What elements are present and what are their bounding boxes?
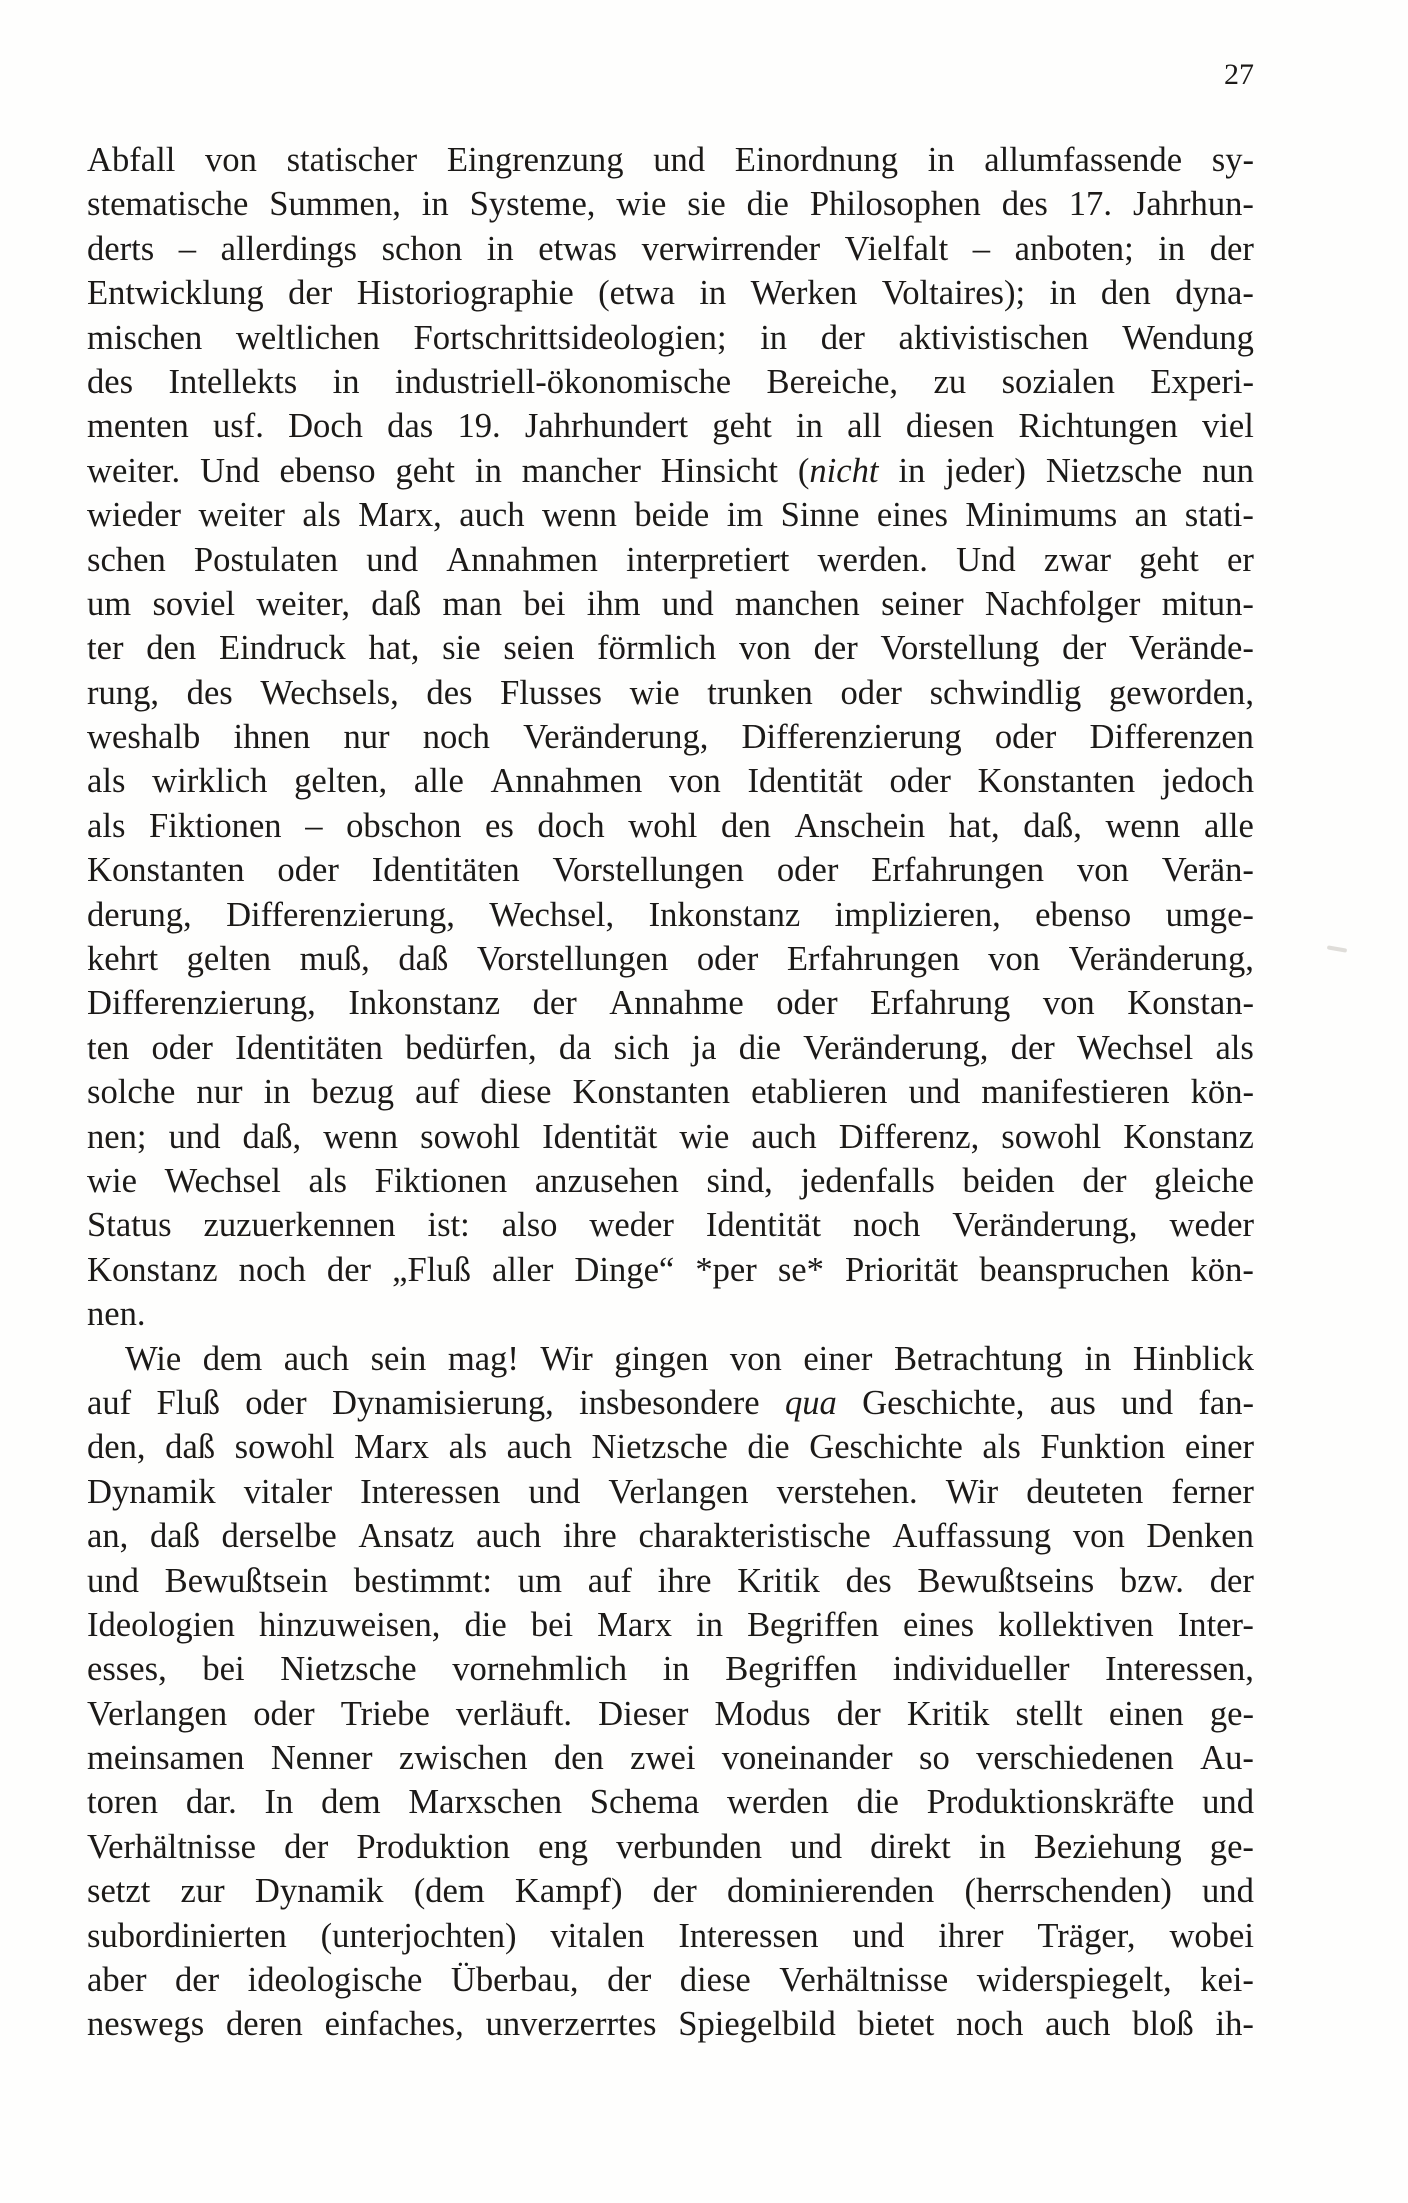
text-line: und Bewußtsein bestimmt: um auf ihre Kritik des Bewußtseins bzw. der: [87, 1561, 1254, 1600]
text-line: als wirklich gelten, alle Annahmen von Identität oder Konstanten jedoch: [87, 762, 1254, 801]
text-line: derts – allerdings schon in etwas verwirrender Vielfalt – anboten; in der: [87, 229, 1254, 268]
text-line: Konstanz noch der „Fluß aller Dinge“ *per se* Priorität beanspruchen kön-: [87, 1250, 1254, 1289]
text-line: solche nur in bezug auf diese Konstanten etablieren und manifestieren kön-: [87, 1073, 1254, 1112]
text-line: auf Fluß oder Dynamisierung, insbesondere qua Geschichte, aus und fan-: [87, 1383, 1254, 1422]
text-line: derung, Differenzierung, Wechsel, Inkonstanz implizieren, ebenso umge-: [87, 895, 1254, 934]
text-line: Verhältnisse der Produktion eng verbunden und direkt in Beziehung ge-: [87, 1827, 1254, 1866]
text-line: Differenzierung, Inkonstanz der Annahme oder Erfahrung von Konstan-: [87, 984, 1254, 1023]
text-line: setzt zur Dynamik (dem Kampf) der dominierenden (herrschenden) und: [87, 1872, 1254, 1911]
text-line: Abfall von statischer Eingrenzung und Einordnung in allumfassende sy-: [87, 141, 1254, 179]
text-line: rung, des Wechsels, des Flusses wie trunken oder schwindlig geworden,: [87, 673, 1254, 712]
page-number: 27: [1224, 58, 1254, 91]
text-line: toren dar. In dem Marxschen Schema werden die Produktionskräfte und: [87, 1783, 1254, 1822]
text-line: Konstanten oder Identitäten Vorstellungen oder Erfahrungen von Verän-: [87, 851, 1254, 890]
text-line: als Fiktionen – obschon es doch wohl den Anschein hat, daß, wenn alle: [87, 806, 1254, 845]
text-line: des Intellekts in industriell-ökonomische Bereiche, zu sozialen Experi-: [87, 362, 1254, 401]
text-line: neswegs deren einfaches, unverzerrtes Spiegelbild bietet noch auch bloß ih-: [87, 2005, 1254, 2044]
text-line: an, daß derselbe Ansatz auch ihre charakteristische Auffassung von Denken: [87, 1517, 1254, 1556]
text-line: kehrt gelten muß, daß Vorstellungen oder Erfahrungen von Veränderung,: [87, 940, 1254, 979]
text-line: wieder weiter als Marx, auch wenn beide im Sinne eines Minimums an stati-: [87, 496, 1254, 535]
text-line: stematische Summen, in Systeme, wie sie die Philosophen des 17. Jahrhun-: [87, 185, 1254, 224]
text-line: Wie dem auch sein mag! Wir gingen von einer Betrachtung in Hinblick: [125, 1339, 1254, 1378]
text-line: menten usf. Doch das 19. Jahrhundert geht in all diesen Richtungen viel: [87, 407, 1254, 446]
text-line: Ideologien hinzuweisen, die bei Marx in Begriffen eines kollektiven Inter-: [87, 1605, 1254, 1644]
text-line: Status zuzuerkennen ist: also weder Identität noch Veränderung, weder: [87, 1206, 1254, 1245]
text-line: um soviel weiter, daß man bei ihm und manchen seiner Nachfolger mitun-: [87, 584, 1254, 623]
body-text: [87, 138, 1254, 2047]
text-line: ten oder Identitäten bedürfen, da sich ja die Veränderung, der Wechsel als: [87, 1028, 1254, 1067]
text-line: Entwicklung der Historiographie (etwa in Werken Voltaires); in den dyna-: [87, 274, 1254, 313]
text-line: subordinierten (unterjochten) vitalen Interessen und ihrer Träger, wobei: [87, 1916, 1254, 1955]
text-line: aber der ideologische Überbau, der diese Verhältnisse widerspiegelt, kei-: [87, 1961, 1254, 2000]
text-line: den, daß sowohl Marx als auch Nietzsche die Geschichte als Funktion einer: [87, 1428, 1254, 1467]
text-line: Verlangen oder Triebe verläuft. Dieser Modus der Kritik stellt einen ge-: [87, 1694, 1254, 1733]
text-line: meinsamen Nenner zwischen den zwei voneinander so verschiedenen Au-: [87, 1739, 1254, 1778]
text-line: nen.: [87, 1295, 146, 1334]
text-line: schen Postulaten und Annahmen interpretiert werden. Und zwar geht er: [87, 540, 1254, 579]
text-line: Dynamik vitaler Interessen und Verlangen verstehen. Wir deuteten ferner: [87, 1472, 1254, 1511]
scan-speck: [1327, 945, 1347, 952]
text-line: weiter. Und ebenso geht in mancher Hinsicht (nicht in jeder) Nietzsche nun: [87, 451, 1254, 490]
text-line: mischen weltlichen Fortschrittsideologien; in der aktivistischen Wendung: [87, 318, 1254, 357]
text-line: nen; und daß, wenn sowohl Identität wie auch Differenz, sowohl Konstanz: [87, 1117, 1254, 1156]
text-line: wie Wechsel als Fiktionen anzusehen sind, jedenfalls beiden der gleiche: [87, 1161, 1254, 1200]
text-line: esses, bei Nietzsche vornehmlich in Begriffen individueller Interessen,: [87, 1650, 1254, 1689]
text-line: ter den Eindruck hat, sie seien förmlich von der Vorstellung der Verände-: [87, 629, 1254, 668]
text-line: weshalb ihnen nur noch Veränderung, Differenzierung oder Differenzen: [87, 718, 1254, 757]
